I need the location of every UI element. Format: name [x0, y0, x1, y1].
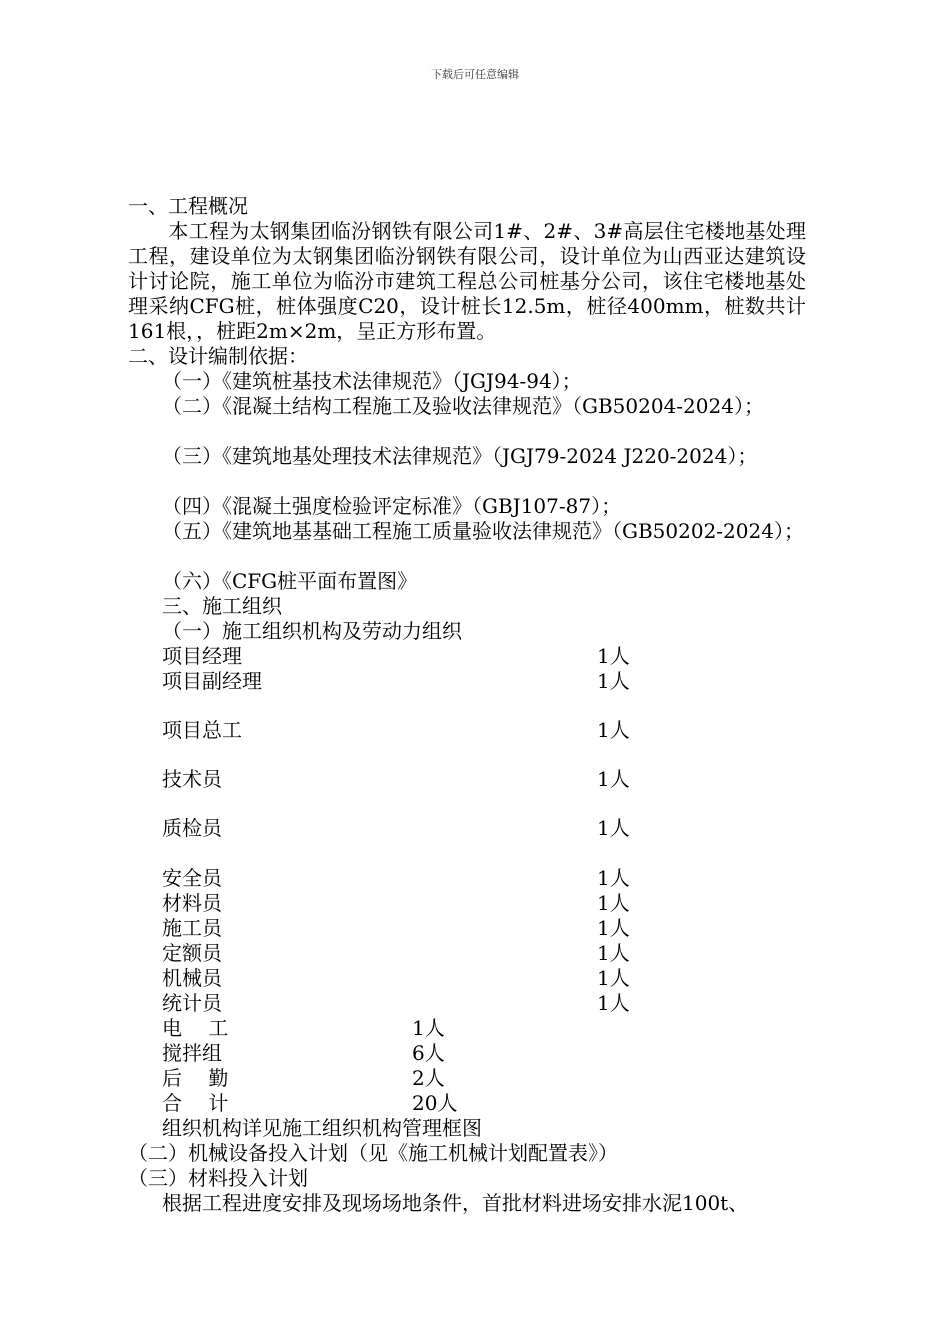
staff-count: 1人	[597, 941, 630, 965]
reference-item	[128, 569, 806, 594]
reference-text: （一）《建筑桩基技术法律规范》（JGJ94-94）；	[162, 369, 582, 393]
staff-role: 安全员	[162, 866, 222, 890]
reference-item	[128, 369, 806, 394]
section-1-text: 本工程为太钢集团临汾钢铁有限公司1#、2#、3#高层住宅楼地基处理工程，建设单位为太钢集团临汾钢铁有限公司，设计单位为山西亚达建筑设计讨论院，施工单位为临汾市建筑工程总公司桩基分公司，该住宅楼地基处理采纳CFG桩，桩体强度C20，设计桩长12.5m，桩径400mm，桩数共计161根，，桩距2m×2m，呈正方形布置。	[128, 219, 806, 343]
staff-role: 项目总工	[162, 718, 242, 742]
staff-role: 施工员	[162, 916, 222, 940]
reference-item	[128, 519, 806, 544]
reference-item	[128, 494, 806, 519]
staff-count: 1人	[597, 891, 630, 915]
staff-count: 1人	[597, 991, 630, 1015]
staff-count: 1人	[597, 966, 630, 990]
staff-count: 1人	[597, 669, 630, 693]
staff-role: 统计员	[162, 991, 222, 1015]
staff-count: 1人	[597, 767, 630, 791]
staff-role: 项目经理	[162, 644, 242, 668]
staff-count: 20人	[412, 1091, 458, 1115]
subsection-3-title: （三）材料投入计划	[128, 1166, 308, 1190]
staff-role: 定额员	[162, 941, 222, 965]
staff-count: 1人	[597, 866, 630, 890]
staff-count: 1人	[597, 644, 630, 668]
staff-role: 合 计	[162, 1091, 229, 1115]
section-3-title: 三、施工组织	[162, 594, 282, 618]
reference-text: （六）《CFG桩平面布置图》	[162, 569, 418, 593]
subsection-1-title: （一）施工组织机构及劳动力组织	[162, 619, 462, 643]
reference-text: （四）《混凝土强度检验评定标准》（GBJ107-87）；	[162, 494, 622, 518]
reference-item	[128, 394, 806, 419]
staff-role: 搅拌组	[162, 1041, 222, 1065]
subsection-3-body: 根据工程进度安排及现场场地条件，首批材料进场安排水泥100t、	[162, 1191, 749, 1215]
reference-text: （五）《建筑地基基础工程施工质量验收法律规范》（GB50202-2024）；	[162, 519, 804, 543]
staff-count: 2人	[412, 1066, 445, 1090]
page-header: 下载后可任意编辑	[431, 68, 519, 81]
reference-text: （二）《混凝土结构工程施工及验收法律规范》（GB50204-2024）；	[162, 394, 764, 418]
section-1-title: 一、工程概况	[128, 194, 248, 218]
org-note: 组织机构详见施工组织机构管理框图	[162, 1116, 482, 1140]
staff-role: 质检员	[162, 816, 222, 840]
staff-role: 材料员	[162, 891, 222, 915]
staff-role: 机械员	[162, 966, 222, 990]
staff-role: 项目副经理	[162, 669, 262, 693]
staff-count: 1人	[597, 718, 630, 742]
staff-count: 6人	[412, 1041, 445, 1065]
staff-role: 后 勤	[162, 1066, 229, 1090]
staff-role: 电 工	[162, 1016, 229, 1040]
staff-count: 1人	[597, 916, 630, 940]
reference-text: （三）《建筑地基处理技术法律规范》（JGJ79-2024 J220-2024）；	[162, 444, 758, 468]
section-2-title: 二、设计编制依据：	[128, 344, 308, 368]
subsection-2-title: （二）机械设备投入计划（见《施工机械计划配置表》）	[128, 1141, 618, 1165]
staff-count: 1人	[597, 816, 630, 840]
section-1-body	[128, 219, 806, 344]
staff-role: 技术员	[162, 767, 222, 791]
reference-item	[128, 444, 806, 469]
staff-count: 1人	[412, 1016, 445, 1040]
